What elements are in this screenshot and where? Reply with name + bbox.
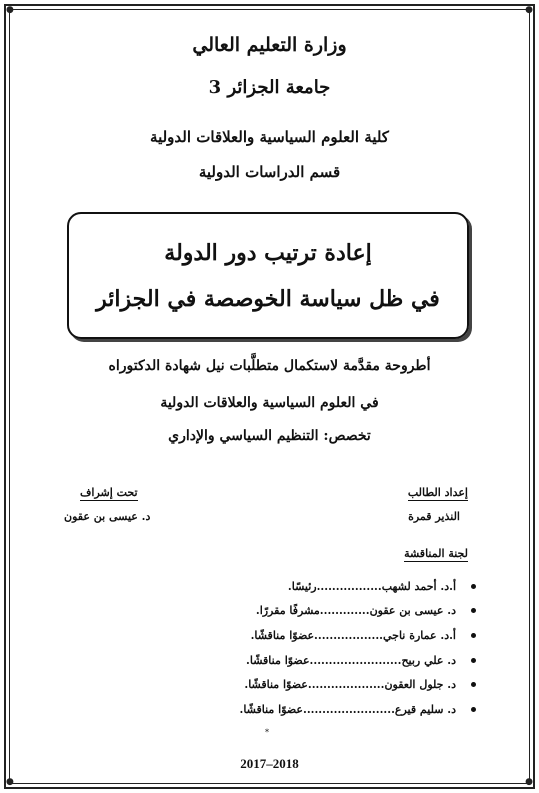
bullet-icon (471, 608, 476, 613)
committee-member (240, 599, 477, 624)
committee-member (240, 574, 477, 599)
committee-member-text: د. عيسى بن عقون.............مشرفًا مقررًا. (255, 604, 456, 618)
supervisor-name: د. عيسى بن عقون (64, 510, 151, 523)
committee-label: لجنة المناقشة (404, 547, 468, 560)
committee-member (240, 648, 477, 673)
committee-member-text: أ.د. عمارة ناجي..................عضوًا مناقشًا. (250, 628, 456, 642)
bullet-icon (471, 707, 476, 712)
thesis-title-line-2: في ظل سياسة الخوصصة في الجزائر (96, 285, 440, 312)
corner-ornament: ● (525, 777, 533, 787)
ministry-name: وزارة التعليم العالي (192, 34, 347, 56)
thesis-statement: أطروحة مقدَّمة لاستكمال متطلَّبات نيل شهادة الدكتوراه (108, 358, 431, 374)
department-name: قسم الدراسات الدولية (198, 163, 341, 181)
bullet-icon (471, 584, 476, 589)
bullet-icon (471, 658, 476, 663)
committee-list (240, 574, 477, 722)
thesis-title-line-1: إعادة ترتيب دور الدولة (164, 239, 372, 266)
thesis-field: في العلوم السياسية والعلاقات الدولية (160, 395, 379, 411)
corner-ornament: ● (6, 777, 14, 787)
bullet-icon (471, 633, 476, 638)
university-name: جامعة الجزائر 3 (208, 77, 331, 98)
student-label: إعداد الطالب (407, 486, 468, 499)
committee-member (240, 623, 477, 648)
supervisor-label: تحت إشراف (80, 486, 138, 499)
faculty-name: كلية العلوم السياسية والعلاقات الدولية (150, 128, 389, 146)
committee-member-text: د. سليم قيرع........................عضوًا مناقشًا. (239, 702, 456, 716)
bullet-icon (471, 682, 476, 687)
thesis-specialization: تخصص: التنظيم السياسي والإداري (168, 428, 371, 444)
footnote-mark: * (265, 728, 269, 737)
committee-member-text: أ.د. أحمد لشهب.................رئيسًا. (287, 579, 456, 593)
student-name: النذير قمرة (408, 510, 460, 523)
academic-year: 2018–2017 (240, 756, 299, 771)
corner-ornament: ● (525, 5, 533, 15)
committee-member-text: د. جلول العقون....................عضوًا مناقشًا. (244, 678, 456, 692)
committee-member-text: د. علي ربيح........................عضوًا مناقشًا. (246, 653, 456, 667)
committee-member (240, 672, 477, 697)
thesis-title-box (67, 212, 469, 339)
corner-ornament: ● (6, 5, 14, 15)
committee-member (240, 697, 477, 722)
